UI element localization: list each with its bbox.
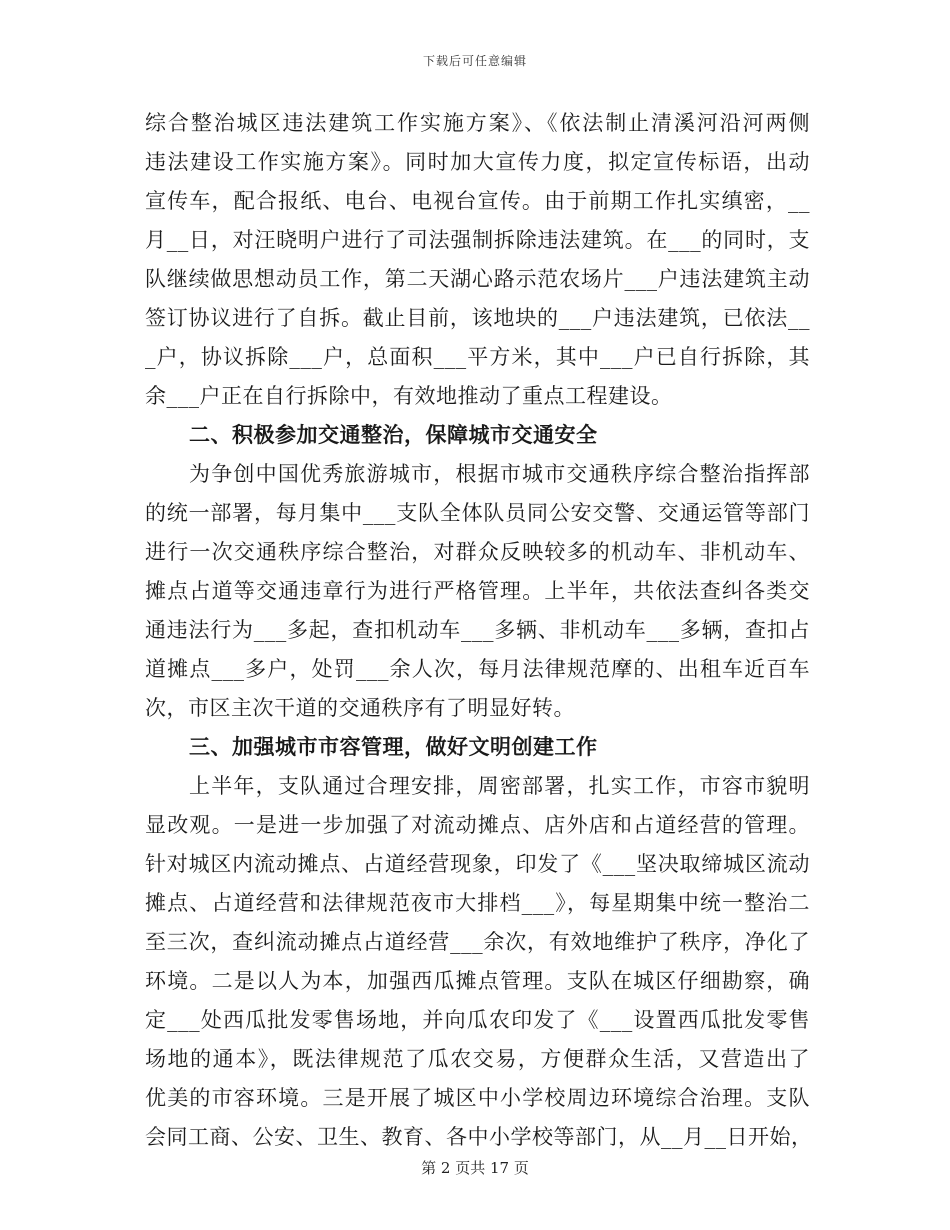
section-heading: 三、加强城市市容管理，做好文明创建工作	[189, 735, 598, 759]
body-line: 定___处西瓜批发零售场地，并向瓜农印发了《___设置西瓜批发零售	[145, 1008, 810, 1032]
body-line: 月__日，对汪晓明户进行了司法强制拆除违法建筑。在___的同时，支	[145, 228, 810, 252]
body-line: 队继续做思想动员工作，第二天湖心路示范农场片___户违法建筑主动	[145, 267, 810, 291]
body-line: 上半年，支队通过合理安排，周密部署，扎实工作，市容市貌明	[189, 774, 810, 798]
page-header: 下载后可任意编辑	[422, 54, 527, 68]
body-line: 针对城区内流动摊点、占道经营现象，印发了《___坚决取缔城区流动	[145, 852, 810, 876]
body-line: 宣传车，配合报纸、电台、电视台宣传。由于前期工作扎实缜密，__	[145, 189, 810, 213]
body-line: 场地的通本》，既法律规范了瓜农交易，方便群众生活，又营造出了	[145, 1047, 810, 1071]
body-line: 为争创中国优秀旅游城市，根据市城市交通秩序综合整治指挥部	[189, 462, 810, 486]
body-line: 进行一次交通秩序综合整治，对群众反映较多的机动车、非机动车、	[145, 540, 810, 564]
body-line: 次，市区主次干道的交通秩序有了明显好转。	[145, 696, 575, 720]
page-footer: 第 2 页共 17 页	[421, 1159, 529, 1177]
body-line: 摊点占道等交通违章行为进行严格管理。上半年，共依法查纠各类交	[145, 579, 810, 603]
body-line: 优美的市容环境。三是开展了城区中小学校周边环境综合治理。支队	[145, 1086, 810, 1110]
body-line: 余___户正在自行拆除中，有效地推动了重点工程建设。	[145, 384, 673, 408]
body-line: 的统一部署，每月集中___支队全体队员同公安交警、交通运管等部门	[145, 501, 810, 525]
body-line: 环境。二是以人为本，加强西瓜摊点管理。支队在城区仔细勘察，确	[145, 969, 810, 993]
body-line: 签订协议进行了自拆。截止目前，该地块的___户违法建筑，已依法__	[145, 306, 810, 330]
body-line: 显改观。一是进一步加强了对流动摊点、店外店和占道经营的管理。	[145, 813, 810, 837]
body-line: _户，协议拆除___户，总面积___平方米，其中___户已自行拆除，其	[145, 345, 810, 369]
body-line: 通违法行为___多起，查扣机动车___多辆、非机动车___多辆，查扣占	[145, 618, 810, 642]
section-heading: 二、积极参加交通整治，保障城市交通安全	[189, 423, 598, 447]
body-line: 至三次，查纠流动摊点占道经营___余次，有效地维护了秩序，净化了	[145, 930, 810, 954]
body-line: 摊点、占道经营和法律规范夜市大排档___》，每星期集中统一整治二	[145, 891, 810, 915]
body-line: 道摊点___多户，处罚___余人次，每月法律规范摩的、出租车近百车	[145, 657, 810, 681]
body-line: 综合整治城区违法建筑工作实施方案》、《依法制止清溪河沿河两侧	[145, 111, 810, 135]
body-line: 会同工商、公安、卫生、教育、各中小学校等部门，从__月__日开始，	[145, 1125, 813, 1149]
body-line: 违法建设工作实施方案》。同时加大宣传力度，拟定宣传标语，出动	[145, 150, 810, 174]
document-body	[145, 104, 813, 1157]
